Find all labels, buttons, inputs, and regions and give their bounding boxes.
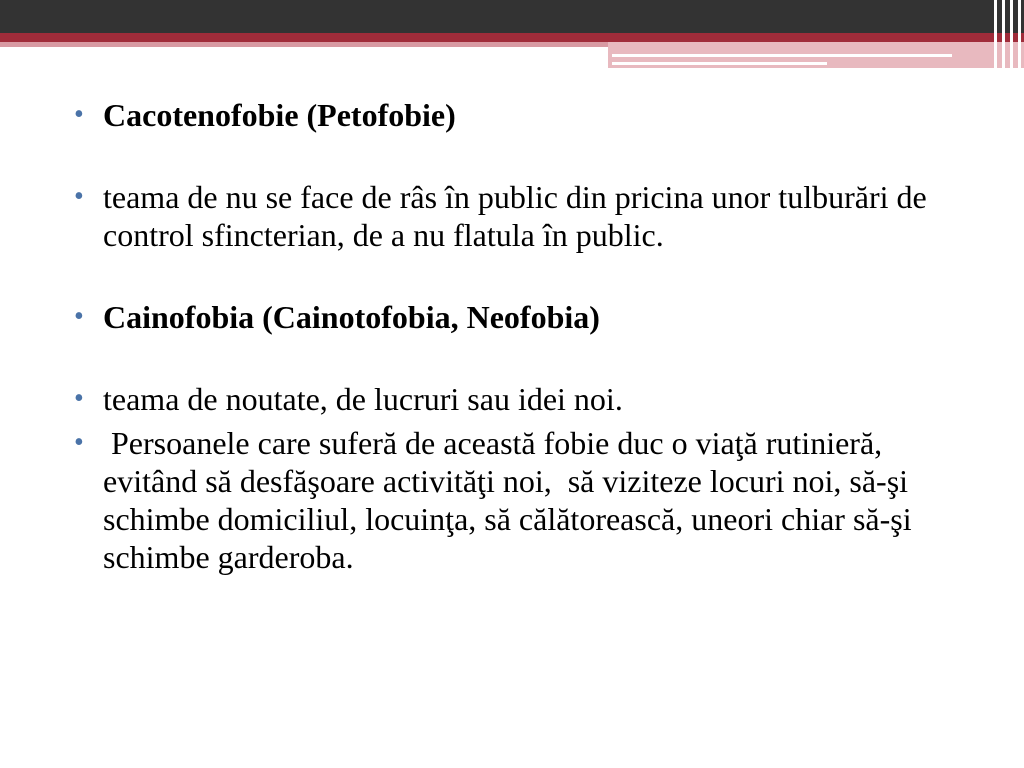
- bullet-icon: •: [74, 383, 84, 414]
- bullet-icon: •: [74, 427, 84, 458]
- header-bar: [994, 0, 997, 70]
- header-red-band: [0, 33, 1024, 42]
- item-text: teama de nu se face de râs în public din pricina unor tulburări de control sfincterian, de a nu flatula în public.: [103, 179, 927, 253]
- item-text: Cacotenofobie (Petofobie): [103, 97, 456, 133]
- header-bar: [1010, 0, 1013, 70]
- header-bar: [1002, 0, 1005, 70]
- item-text: Cainofobia (Cainotofobia, Neofobia): [103, 299, 600, 335]
- list-item: [70, 96, 970, 134]
- header-white-line: [612, 62, 827, 65]
- header-pink-stripe: [0, 42, 610, 47]
- bullet-list: [70, 96, 970, 576]
- bullet-icon: •: [74, 181, 84, 212]
- list-item: [70, 380, 970, 418]
- item-text: teama de noutate, de lucruri sau idei noi.: [103, 381, 623, 417]
- list-item: [70, 178, 970, 254]
- list-item: [70, 424, 970, 576]
- bullet-icon: •: [74, 301, 84, 332]
- item-text: Persoanele care suferă de această fobie duc o viaţă rutinieră, evitând să desfăşoare activităţi noi, să viziteze locuri noi, să-şi schimbe domiciliul, locuinţa, să călătorească, uneori chiar să-şi schimbe garderoba.: [103, 425, 920, 575]
- header-white-line: [612, 54, 952, 57]
- header-dark-band: [0, 0, 1024, 33]
- header-bar: [1018, 0, 1021, 70]
- list-item: [70, 298, 970, 336]
- header-vertical-bars: [988, 0, 1024, 70]
- bullet-icon: •: [74, 99, 84, 130]
